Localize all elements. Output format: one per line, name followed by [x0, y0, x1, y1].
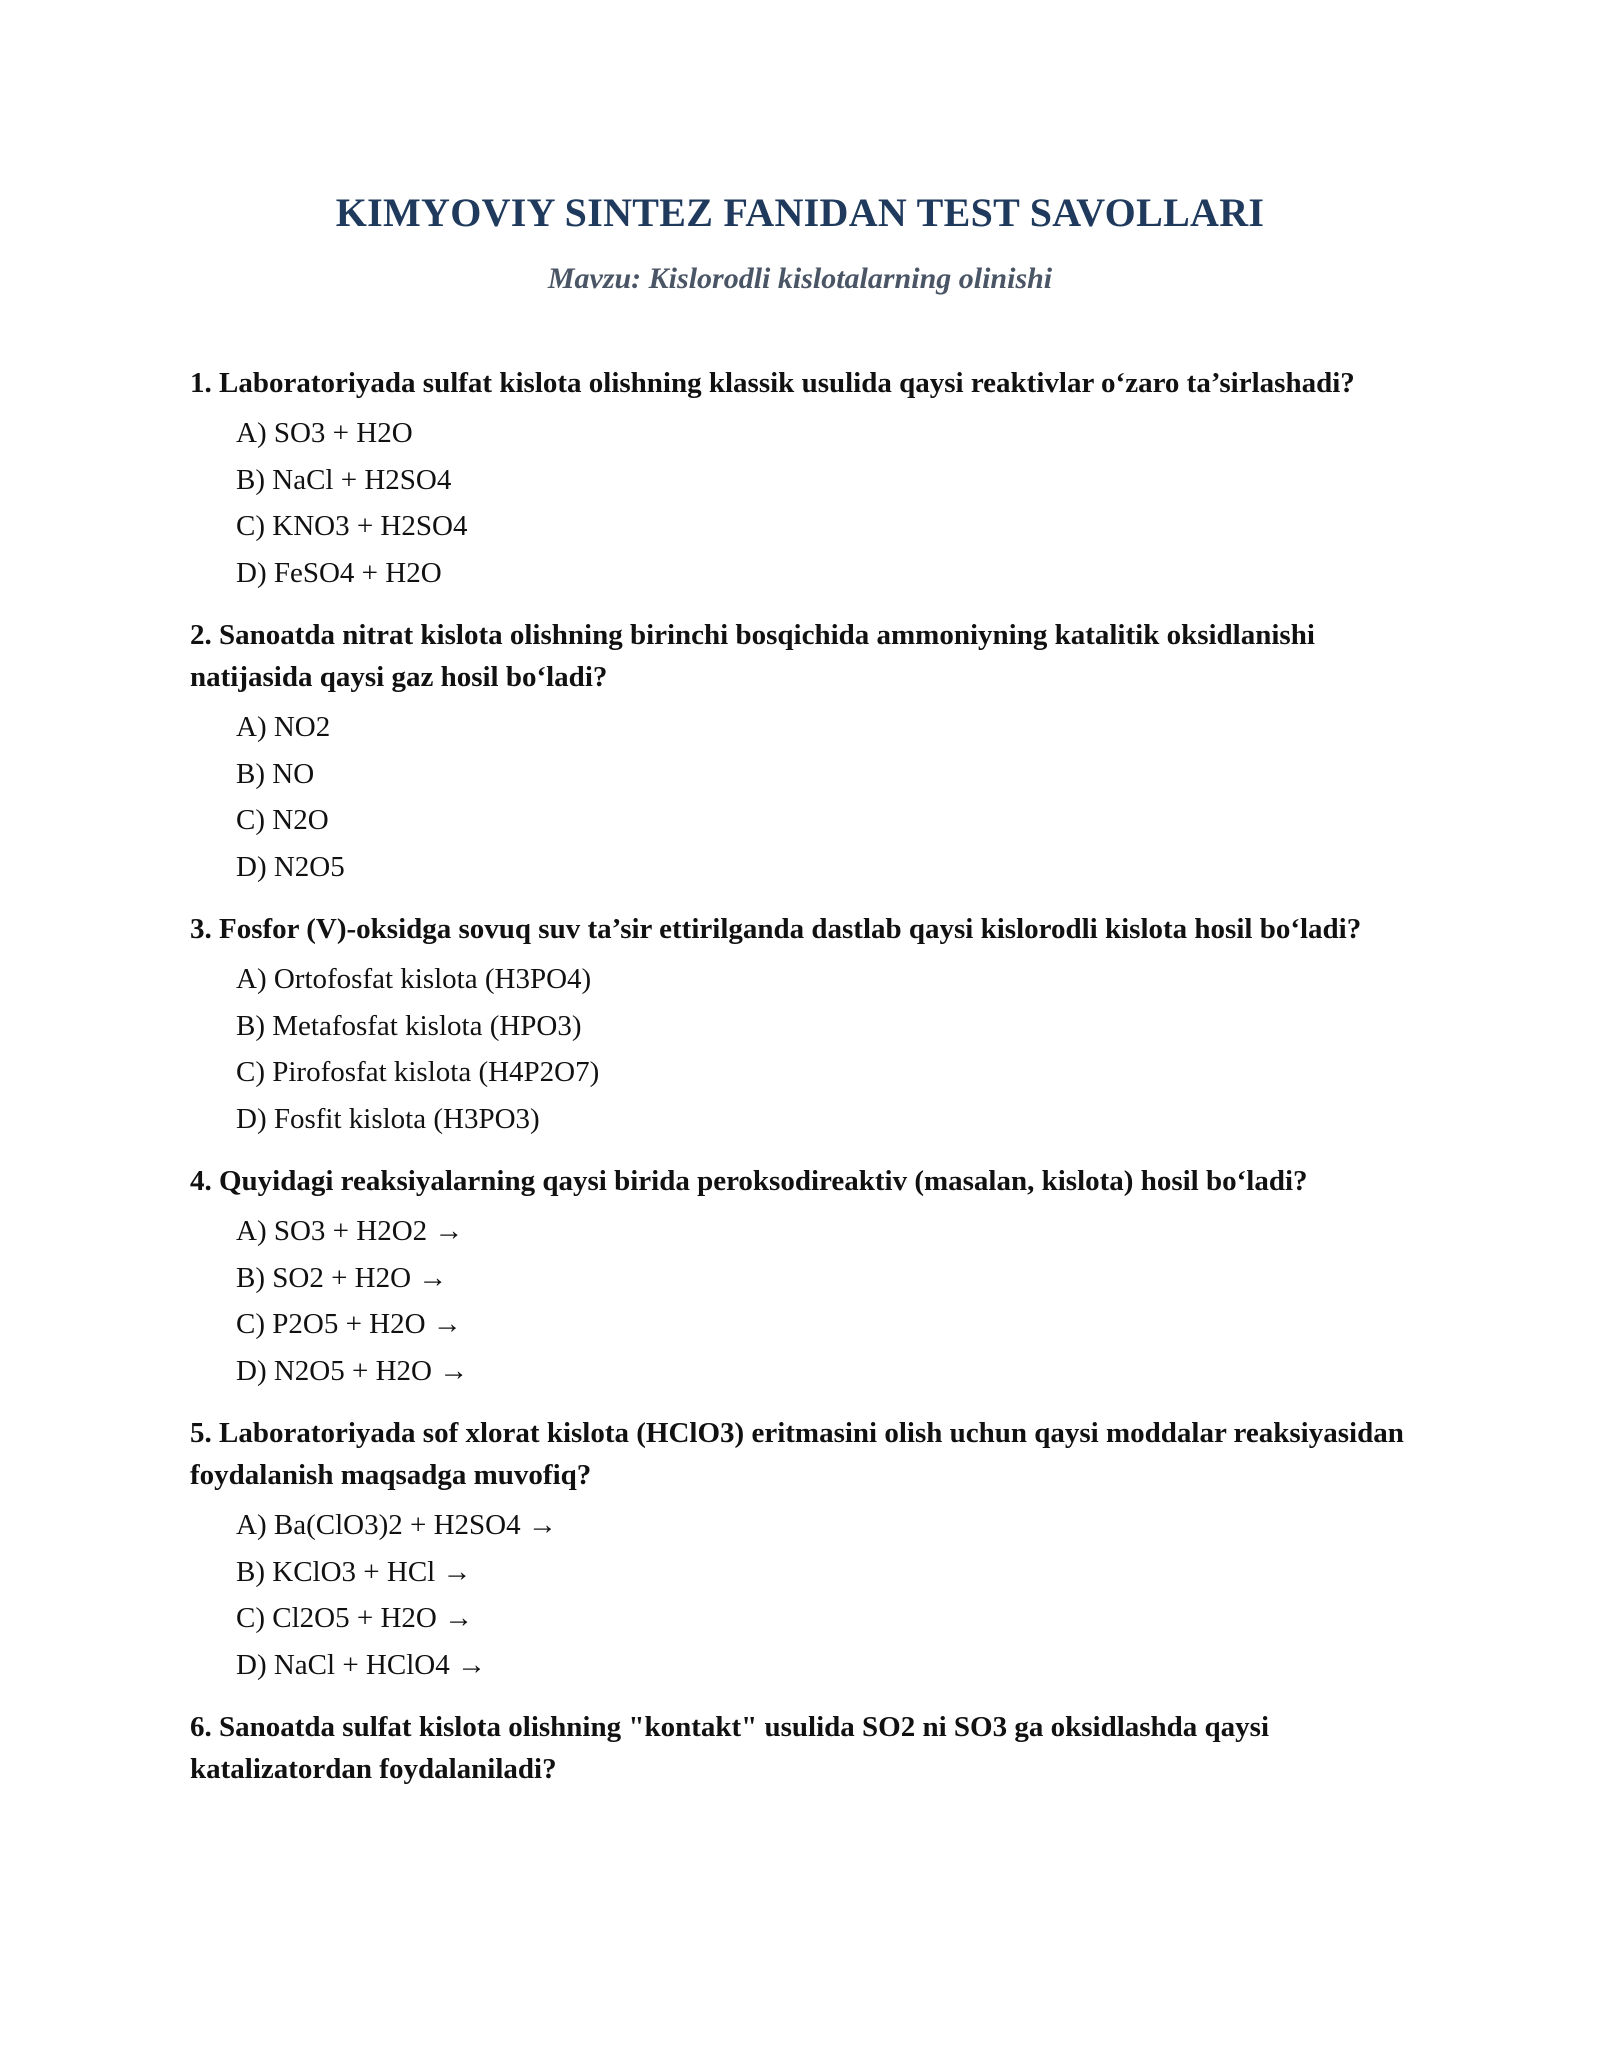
question-text: 3. Fosfor (V)-oksidga sovuq suv ta’sir ettirilganda dastlab qaysi kislorodli kislota hosil bo‘ladi? [190, 913, 1362, 945]
question-2 [190, 614, 1430, 890]
question-text: 5. Laboratoriyada sof xlorat kislota (HClO3) eritmasini olish uchun qaysi moddalar reaksiyasidan foydalanish maqsadga muvofiq? [190, 1417, 1404, 1491]
option-c: C) KNO3 + H2SO4 [236, 510, 468, 542]
option-b: B) NaCl + H2SO4 [236, 463, 452, 496]
question-text: 4. Quyidagi reaksiyalarning qaysi birida peroksodireaktiv (masalan, kislota) hosil bo‘ladi? [190, 1165, 1308, 1197]
option-b: B) SO2 + H2O → [236, 1261, 448, 1294]
option-a: A) SO3 + H2O [236, 417, 413, 449]
option-d: D) N2O5 [236, 850, 345, 883]
question-5 [190, 1412, 1430, 1688]
option-c: C) P2O5 + H2O → [236, 1308, 462, 1340]
option-c: C) N2O [236, 804, 329, 836]
option-d: D) N2O5 + H2O → [236, 1354, 469, 1387]
option-c: C) Cl2O5 + H2O → [236, 1602, 474, 1634]
question-3 [190, 908, 1430, 1142]
option-d: D) FeSO4 + H2O [236, 556, 442, 589]
question-list [190, 362, 1430, 1808]
option-d: D) NaCl + HClO4 → [236, 1648, 486, 1681]
option-b: B) NO [236, 757, 315, 790]
option-a: A) Ortofosfat kislota (H3PO4) [236, 963, 592, 995]
document-subtitle: Mavzu: Kislorodli kislotalarning olinishi [547, 262, 1053, 295]
option-d: D) Fosfit kislota (H3PO3) [236, 1102, 540, 1135]
question-6 [190, 1706, 1430, 1790]
option-a: A) NO2 [236, 711, 331, 743]
option-b: B) Metafosfat kislota (HPO3) [236, 1009, 582, 1042]
option-a: A) SO3 + H2O2 → [236, 1215, 464, 1247]
question-text: 6. Sanoatda sulfat kislota olishning "kontakt" usulida SO2 ni SO3 ga oksidlashda qaysi katalizatordan foydalaniladi? [190, 1711, 1270, 1785]
question-4 [190, 1160, 1430, 1394]
option-a: A) Ba(ClO3)2 + H2SO4 → [236, 1509, 557, 1541]
option-b: B) KClO3 + HCl → [236, 1555, 472, 1588]
question-1 [190, 362, 1430, 596]
option-c: C) Pirofosfat kislota (H4P2O7) [236, 1056, 600, 1088]
question-text: 1. Laboratoriyada sulfat kislota olishning klassik usulida qaysi reaktivlar o‘zaro ta’sirlashadi? [190, 367, 1355, 399]
question-text: 2. Sanoatda nitrat kislota olishning birinchi bosqichida ammoniyning katalitik oksidlanishi natijasida qaysi gaz hosil bo‘ladi? [190, 619, 1315, 693]
document-title: KIMYOVIY SINTEZ FANIDAN TEST SAVOLLARI [335, 190, 1265, 235]
